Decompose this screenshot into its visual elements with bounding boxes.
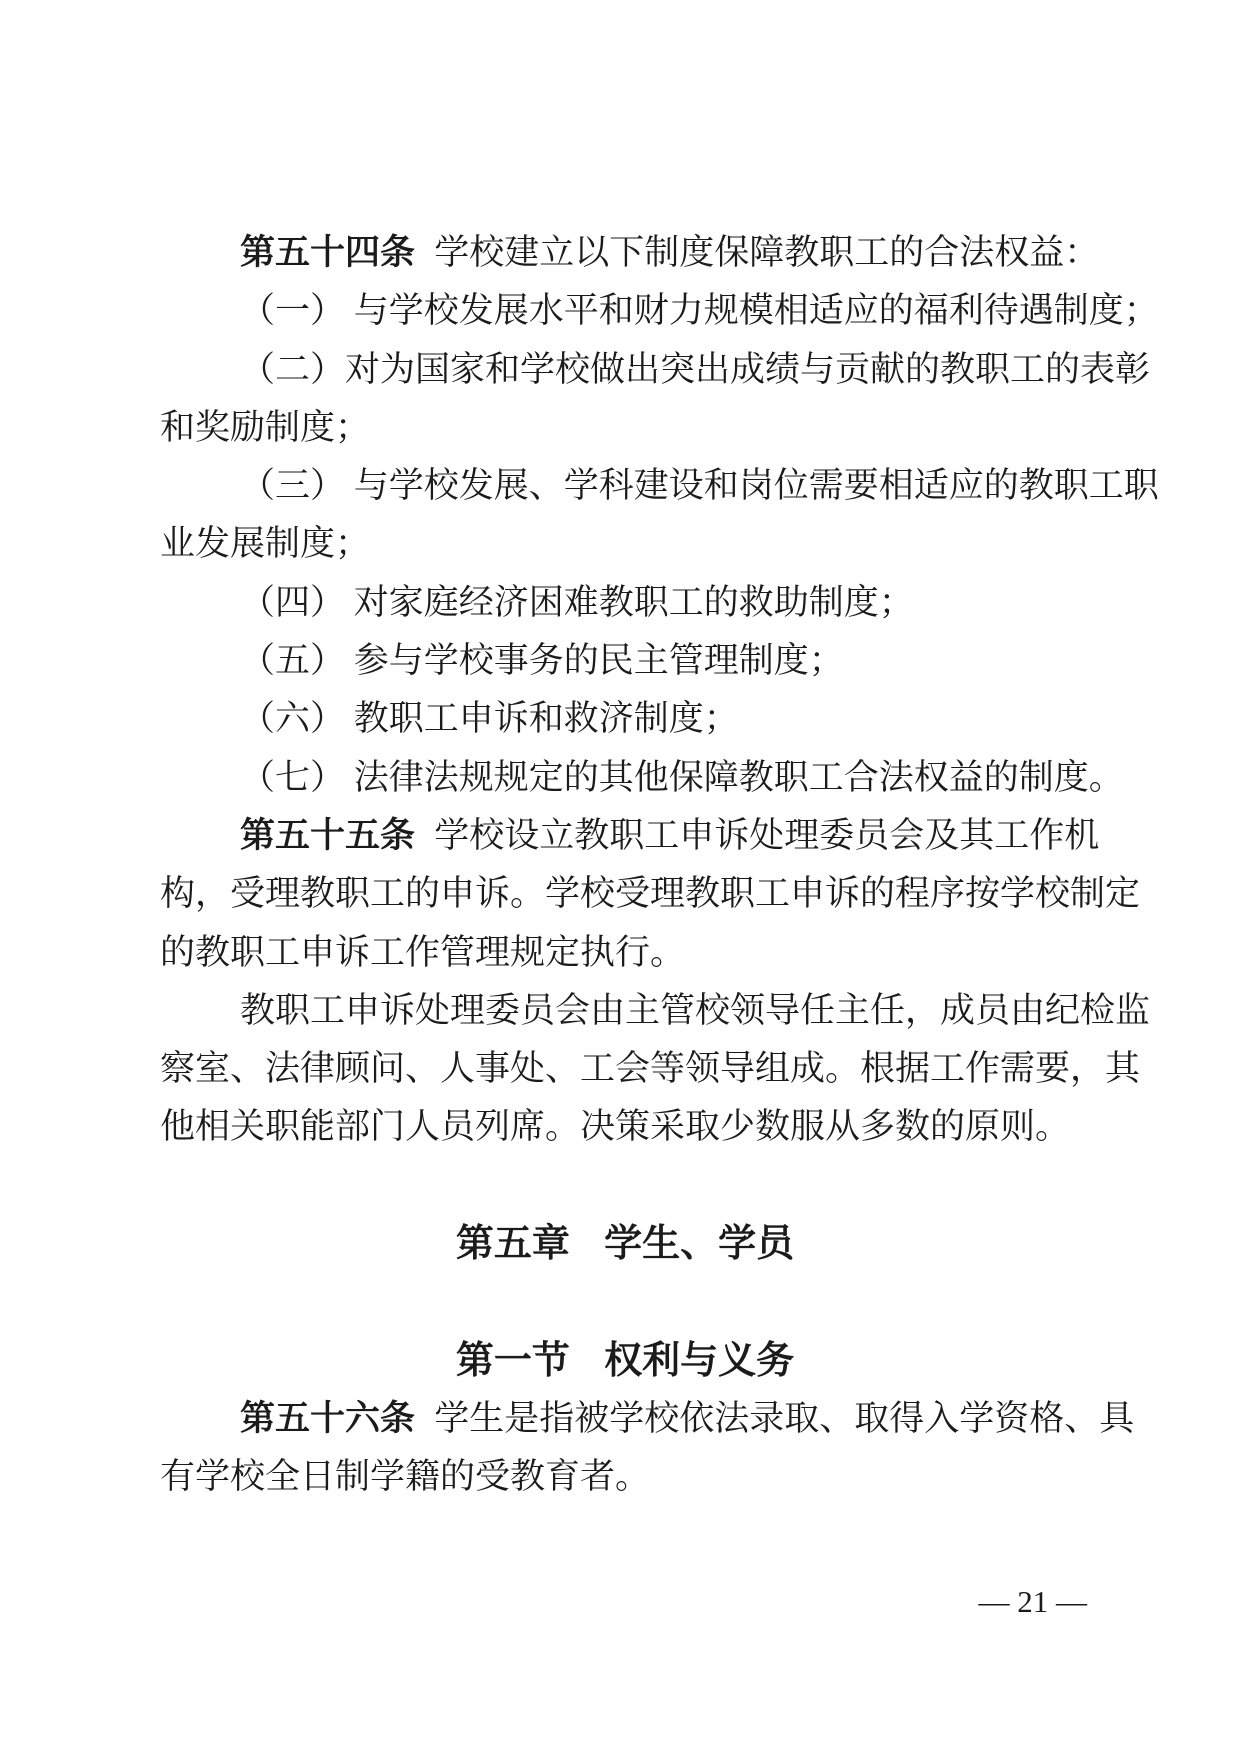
line-text: （一） 与学校发展水平和财力规模相适应的福利待遇制度；	[240, 291, 1159, 331]
line-text: （六） 教职工申诉和救济制度；	[240, 699, 739, 739]
page-number: — 21 —	[978, 1584, 1087, 1619]
article-line	[160, 224, 1100, 282]
line-text: 学生是指被学校依法录取、取得入学资格、具	[434, 1398, 1135, 1438]
blank-line	[160, 1273, 1090, 1331]
list-item-line	[160, 690, 1090, 748]
line-text: （三） 与学校发展、学科建设和岗位需要相适应的教职工职	[240, 466, 1159, 506]
line-text: 的教职工申诉工作管理规定执行。	[160, 932, 686, 972]
continuation-line	[160, 1448, 1090, 1506]
article-number: 第五十五条	[240, 815, 416, 855]
line-text: （四） 对家庭经济困难教职工的救助制度；	[240, 582, 914, 622]
line-text: 业发展制度；	[160, 524, 371, 564]
line-text: 和奖励制度；	[160, 407, 371, 447]
line-text: 构，受理教职工的申诉。学校受理教职工申诉的程序按学校制定	[160, 874, 1141, 914]
continuation-line	[160, 1040, 1141, 1098]
line-text: 有学校全日制学籍的受教育者。	[160, 1457, 651, 1497]
continuation-line	[160, 399, 1090, 457]
article-number: 第五十四条	[240, 233, 416, 272]
article-number: 第五十六条	[240, 1398, 416, 1438]
list-item-line	[160, 282, 1159, 340]
list-item-line	[160, 341, 1151, 399]
blank-line	[160, 1157, 1090, 1215]
article-line	[160, 1390, 1135, 1448]
line-text: 他相关职能部门人员列席。决策采取少数服从多数的原则。	[160, 1107, 1071, 1147]
paragraph-line	[160, 982, 1151, 1040]
section-title: 权利与义务	[604, 1339, 795, 1382]
chapter-heading	[160, 1215, 1090, 1273]
continuation-line	[160, 1098, 1090, 1156]
line-text: （七） 法律法规规定的其他保障教职工合法权益的制度。	[240, 757, 1124, 797]
list-item-line	[160, 574, 1090, 632]
chapter-title: 学生、学员	[604, 1223, 795, 1266]
list-item-line	[160, 749, 1124, 807]
line-text: （二）对为国家和学校做出突出成绩与贡献的教职工的表彰	[240, 349, 1151, 389]
continuation-line	[160, 865, 1141, 923]
section-heading	[160, 1332, 1090, 1390]
chapter-number: 第五章	[455, 1223, 570, 1266]
list-item-line	[160, 632, 1090, 690]
line-text: 教职工申诉处理委员会由主管校领导任主任，成员由纪检监	[240, 990, 1151, 1030]
line-text: 学校设立教职工申诉处理委员会及其工作机	[434, 815, 1100, 855]
list-item-line	[160, 457, 1159, 515]
document-body	[160, 224, 1159, 1507]
continuation-line	[160, 515, 1090, 573]
line-text: 学校建立以下制度保障教职工的合法权益：	[434, 233, 1100, 272]
continuation-line	[160, 924, 1090, 982]
article-line	[160, 807, 1100, 865]
line-text: （五） 参与学校事务的民主管理制度；	[240, 641, 844, 681]
line-text: 察室、法律顾问、人事处、工会等领导组成。根据工作需要，其	[160, 1049, 1141, 1089]
section-number: 第一节	[455, 1339, 570, 1382]
